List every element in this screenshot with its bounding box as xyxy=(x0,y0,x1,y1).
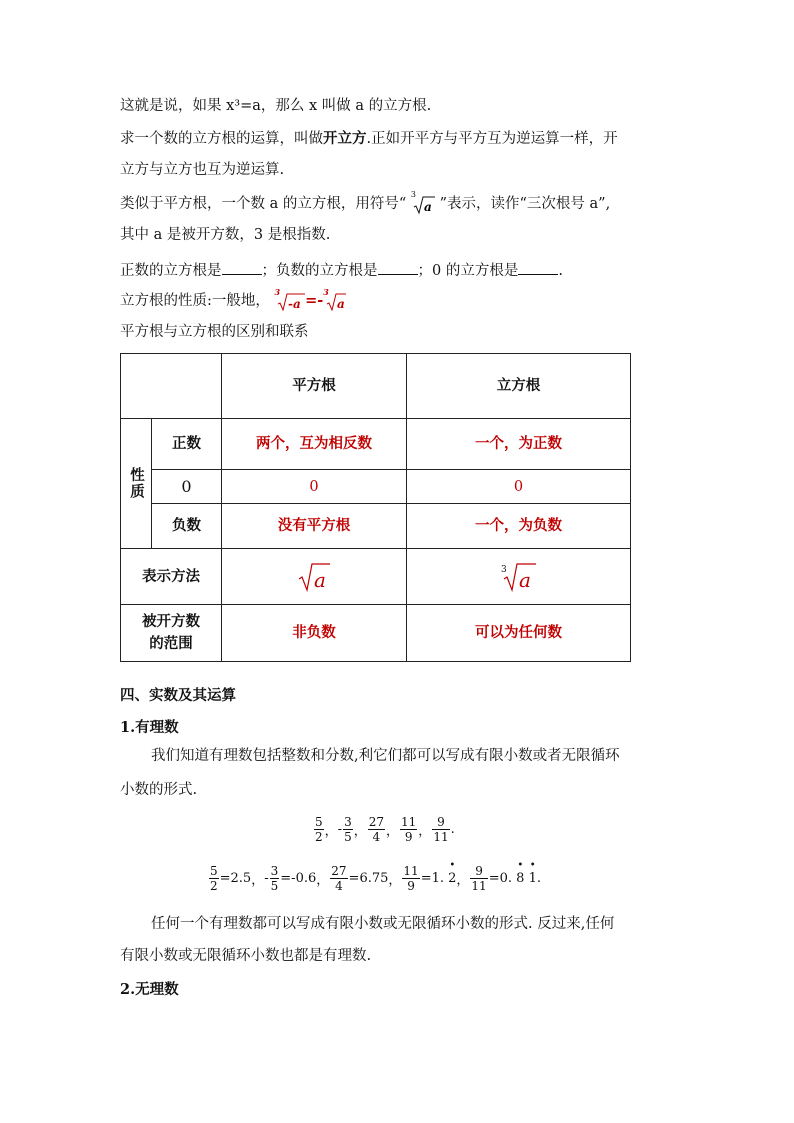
group-label-properties: 性质 xyxy=(128,467,145,500)
radical-sign-icon xyxy=(413,196,435,214)
row-label-range: 被开方数 的范围 xyxy=(142,613,200,652)
svg-text:a: a xyxy=(314,567,326,592)
text-line: 任何一个有理数都可以写成有限小数或无限循环小数的形式. 反过来,任何 xyxy=(151,916,615,932)
svg-text:-a: -a xyxy=(288,297,301,311)
cube-root-property-formula: 3 -a =- 3 a xyxy=(274,287,345,311)
text-line xyxy=(120,287,346,311)
cube-root-icon xyxy=(500,562,538,592)
svg-text:a: a xyxy=(336,297,345,311)
fill-blank xyxy=(518,259,558,275)
text-line: 有限小数或无限循环小数也都是有理数. xyxy=(120,948,372,964)
subsection-title: 2.无理数 xyxy=(120,981,179,998)
header-square-root: 平方根 xyxy=(292,377,336,394)
cube-root-symbol xyxy=(410,190,435,214)
fraction: $\frac{27}{4}$ xyxy=(368,815,384,844)
svg-text:a: a xyxy=(518,567,531,592)
text: . xyxy=(558,263,563,279)
cell-cube-range: 可以为任何数 xyxy=(475,624,562,641)
text: .正如开平方与平方互为逆运算一样，开 xyxy=(366,131,618,147)
cell-square-negative: 没有平方根 xyxy=(277,517,351,534)
text-line: 这就是说，如果 x³=a，那么 x 叫做 a 的立方根. xyxy=(120,98,432,114)
cell-cube-zero: 0 xyxy=(513,478,524,495)
comparison-table xyxy=(120,353,631,662)
text-line: 小数的形式. xyxy=(120,782,198,798)
header-cube-root: 立方根 xyxy=(496,377,541,394)
fraction: $\frac{5}{2}$ xyxy=(315,815,323,844)
row-label-positive: 正数 xyxy=(172,435,201,452)
square-root-icon xyxy=(297,562,331,592)
text: ；0 的立方根是 xyxy=(417,263,519,279)
text-line xyxy=(120,259,563,281)
fill-blank xyxy=(222,259,262,275)
text-line xyxy=(120,190,611,214)
row-label-notation: 表示方法 xyxy=(142,567,200,585)
fraction: $\frac{3}{5}$ xyxy=(344,815,352,844)
row-label-zero: 0 xyxy=(181,476,192,496)
text: ”表示，读作“三次根号 a”, xyxy=(439,196,611,212)
section-title: 四、实数及其运算 xyxy=(120,687,236,704)
cell-square-range: 非负数 xyxy=(292,624,336,641)
repeating-digit: • 1 xyxy=(529,871,537,886)
fill-blank xyxy=(378,259,418,275)
fraction-list: $\frac{5}{2}$ ， - $\frac{3}{5}$ ， $\frac{27}{4}$ ， $\frac{11}{9}$ ， $\frac{9}{11}$ . xyxy=(315,815,455,844)
text-line: 我们知道有理数包括整数和分数,利它们都可以写成有限小数或者无限循环 xyxy=(151,748,620,764)
term-bold: 开立方 xyxy=(323,130,367,147)
cell-cube-notation xyxy=(407,549,630,604)
text-line: 其中 a 是被开方数，3 是根指数. xyxy=(120,227,331,243)
cell-square-zero: 0 xyxy=(309,478,319,495)
radical-sign-icon xyxy=(277,293,305,311)
root-index: 3 xyxy=(410,190,416,199)
text: ；负数的立方根是 xyxy=(261,263,378,279)
decimal-equalities: $\frac{5}{2}$ =2.5 ， - $\frac{3}{5}$ =-0.6 ， $\frac{27}{4}$ =6.75 ， $\frac{11}{9}$ =1. • 2 ， $\frac{9}{11}$ =0. • 8 • 1 . xyxy=(208,864,541,893)
cell-square-positive: 两个，互为相反数 xyxy=(256,435,372,452)
repeating-digit: • 8 xyxy=(516,871,524,886)
cube-root-a: 3 a xyxy=(323,287,345,311)
text-line: 平方根与立方根的区别和联系 xyxy=(120,324,309,340)
svg-text:3: 3 xyxy=(500,564,507,575)
fraction: $\frac{9}{11}$ xyxy=(433,815,449,844)
text: 立方根的性质:一般地， xyxy=(120,293,270,309)
repeating-digit: • 2 xyxy=(448,871,456,886)
text-line: 立方与立方也互为逆运算. xyxy=(120,162,285,178)
cell-cube-negative: 一个，为负数 xyxy=(475,517,562,534)
text: 正数的立方根是 xyxy=(120,263,222,279)
row-label-negative: 负数 xyxy=(172,517,201,534)
cell-square-notation xyxy=(222,549,406,604)
text-line xyxy=(120,129,618,149)
cube-root-neg-a: 3 -a xyxy=(275,291,306,311)
subsection-title: 1.有理数 xyxy=(120,719,179,736)
fraction: $\frac{11}{9}$ xyxy=(401,815,417,844)
text: 求一个数的立方根的运算，叫做 xyxy=(120,131,323,147)
svg-text:a: a xyxy=(423,200,432,214)
text: 类似于平方根，一个数 a 的立方根，用符号“ xyxy=(120,196,407,212)
cell-cube-positive: 一个，为正数 xyxy=(475,435,562,452)
